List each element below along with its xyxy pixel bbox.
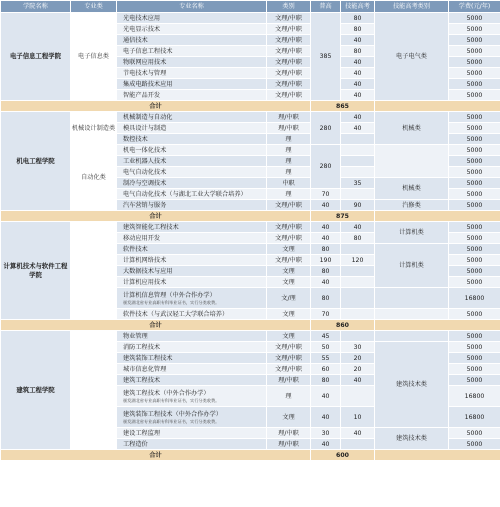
skill-category: 机械类 bbox=[375, 178, 449, 200]
major-name: 模具设计与制造 bbox=[117, 123, 267, 134]
gaokao-quota: 80 bbox=[311, 244, 341, 255]
gaokao-quota: 280 bbox=[311, 112, 341, 145]
skill-quota bbox=[341, 288, 375, 309]
tuition: 5000 bbox=[449, 112, 500, 123]
tuition: 5000 bbox=[449, 79, 500, 90]
major-type: 文理/中职 bbox=[267, 46, 311, 57]
tuition: 16800 bbox=[449, 407, 500, 428]
major-name: 物联网应用技术 bbox=[117, 57, 267, 68]
major-name: 集成电路技术应用 bbox=[117, 79, 267, 90]
tuition: 16800 bbox=[449, 386, 500, 407]
gaokao-quota: 40 bbox=[311, 233, 341, 244]
major-type: 文理/中职 bbox=[267, 255, 311, 266]
tuition: 5000 bbox=[449, 35, 500, 46]
skill-quota: 40 bbox=[341, 428, 375, 439]
major-name: 物业管理 bbox=[117, 331, 267, 342]
tuition: 5000 bbox=[449, 13, 500, 24]
skill-quota: 30 bbox=[341, 342, 375, 353]
tuition: 5000 bbox=[449, 331, 500, 342]
major-name: 建设工程监理 bbox=[117, 428, 267, 439]
gaokao-quota: 70 bbox=[311, 189, 341, 200]
gaokao-quota: 40 bbox=[311, 407, 341, 428]
skill-quota: 40 bbox=[341, 123, 375, 134]
major-name: 电子信息工程技术 bbox=[117, 46, 267, 57]
total-spacer bbox=[375, 450, 500, 461]
tuition: 5000 bbox=[449, 364, 500, 375]
tuition: 5000 bbox=[449, 309, 500, 320]
skill-quota bbox=[341, 331, 375, 342]
major-type: 理 bbox=[267, 386, 311, 407]
skill-quota: 80 bbox=[341, 13, 375, 24]
major-name: 移动应用开发 bbox=[117, 233, 267, 244]
major-type: 文理/中职 bbox=[267, 24, 311, 35]
header-tuition: 学费(元/年) bbox=[449, 1, 500, 13]
major-type: 文理/中职 bbox=[267, 353, 311, 364]
tuition: 5000 bbox=[449, 222, 500, 233]
major-name: 机电一体化技术 bbox=[117, 145, 267, 156]
total-value: 875 bbox=[311, 211, 375, 222]
major-name: 软件技术 bbox=[117, 244, 267, 255]
tuition: 5000 bbox=[449, 134, 500, 145]
skill-quota bbox=[341, 189, 375, 200]
skill-quota: 80 bbox=[341, 46, 375, 57]
gaokao-quota: 70 bbox=[311, 309, 341, 320]
gaokao-quota: 45 bbox=[311, 331, 341, 342]
tuition: 5000 bbox=[449, 46, 500, 57]
total-label: 合计 bbox=[1, 211, 311, 222]
skill-quota: 40 bbox=[341, 112, 375, 123]
tuition: 5000 bbox=[449, 189, 500, 200]
total-spacer bbox=[375, 211, 500, 222]
major-type: 文理/中职 bbox=[267, 68, 311, 79]
major-name: 软件技术（与武汉轻工大学联合培养） bbox=[117, 309, 267, 320]
major-name-cell bbox=[117, 407, 267, 428]
major-type: 文理/中职 bbox=[267, 90, 311, 101]
major-name: 计算机网络技术 bbox=[117, 255, 267, 266]
major-name: 建筑工程技术 bbox=[117, 375, 267, 386]
skill-quota bbox=[341, 439, 375, 450]
major-type: 文理/中职 bbox=[267, 79, 311, 90]
gaokao-quota: 40 bbox=[311, 277, 341, 288]
gaokao-quota: 40 bbox=[311, 439, 341, 450]
skill-quota bbox=[341, 145, 375, 156]
major-name: 建筑智能化工程技术 bbox=[117, 222, 267, 233]
college-name: 电子信息工程学院 bbox=[1, 13, 71, 101]
major-type: 文理 bbox=[267, 277, 311, 288]
major-name: 通信技术 bbox=[117, 35, 267, 46]
header-skill-exam: 技能高考 bbox=[341, 1, 375, 13]
major-category-empty bbox=[71, 222, 117, 320]
tuition: 5000 bbox=[449, 439, 500, 450]
skill-quota: 40 bbox=[341, 90, 375, 101]
major-type: 文理 bbox=[267, 407, 311, 428]
tuition: 5000 bbox=[449, 145, 500, 156]
skill-quota bbox=[341, 167, 375, 178]
tuition: 5000 bbox=[449, 123, 500, 134]
tuition: 5000 bbox=[449, 57, 500, 68]
skill-quota: 120 bbox=[341, 255, 375, 266]
skill-category-empty bbox=[375, 331, 449, 342]
tuition: 16800 bbox=[449, 288, 500, 309]
major-note: 颁发湖北省专业高职专科毕业证书，实行分类收费。 bbox=[123, 398, 220, 403]
skill-quota: 40 bbox=[341, 79, 375, 90]
header-row bbox=[1, 1, 500, 13]
tuition: 5000 bbox=[449, 156, 500, 167]
major-type: 文/理 bbox=[267, 288, 311, 309]
major-category: 自动化类 bbox=[71, 145, 117, 211]
total-spacer bbox=[375, 320, 500, 331]
major-type: 文理/中职 bbox=[267, 200, 311, 211]
major-name: 计算机应用技术 bbox=[117, 277, 267, 288]
table-row bbox=[1, 13, 500, 24]
tuition: 5000 bbox=[449, 178, 500, 189]
skill-quota: 40 bbox=[341, 222, 375, 233]
skill-quota: 35 bbox=[341, 178, 375, 189]
gaokao-quota: 80 bbox=[311, 266, 341, 277]
total-label: 合计 bbox=[1, 101, 311, 112]
table-row bbox=[1, 222, 500, 233]
tuition: 5000 bbox=[449, 90, 500, 101]
gaokao-quota: 30 bbox=[311, 428, 341, 439]
major-type: 理/中职 bbox=[267, 123, 311, 134]
major-name: 光电技术应用 bbox=[117, 13, 267, 24]
table-row bbox=[1, 145, 500, 156]
skill-quota bbox=[341, 156, 375, 167]
gaokao-quota: 385 bbox=[311, 13, 341, 101]
major-note: 颁发湖北省专业高职专科毕业证书，实行分类收费。 bbox=[123, 419, 220, 424]
tuition: 5000 bbox=[449, 24, 500, 35]
college-name: 机电工程学院 bbox=[1, 112, 71, 211]
major-name: 工程造价 bbox=[117, 439, 267, 450]
gaokao-quota: 80 bbox=[311, 375, 341, 386]
tuition: 5000 bbox=[449, 375, 500, 386]
major-type: 文理 bbox=[267, 266, 311, 277]
skill-quota bbox=[341, 277, 375, 288]
skill-category: 机械类 bbox=[375, 112, 449, 145]
major-name: 计算机信息管理（中外合作办学） bbox=[123, 292, 216, 299]
major-type: 理 bbox=[267, 134, 311, 145]
major-name: 数控技术 bbox=[117, 134, 267, 145]
skill-quota: 40 bbox=[341, 35, 375, 46]
header-college: 学院名称 bbox=[1, 1, 71, 13]
tuition: 5000 bbox=[449, 167, 500, 178]
skill-quota: 40 bbox=[341, 68, 375, 79]
major-name: 节电技术与管理 bbox=[117, 68, 267, 79]
major-type: 文理/中职 bbox=[267, 13, 311, 24]
major-type: 文理/中职 bbox=[267, 57, 311, 68]
total-row bbox=[1, 450, 500, 461]
skill-category: 电子电气类 bbox=[375, 13, 449, 101]
skill-quota bbox=[341, 309, 375, 320]
skill-quota bbox=[341, 386, 375, 407]
major-name: 城市信息化管理 bbox=[117, 364, 267, 375]
skill-quota bbox=[341, 266, 375, 277]
skill-category: 汽修类 bbox=[375, 200, 449, 211]
major-name: 大数据技术与应用 bbox=[117, 266, 267, 277]
major-name-cell bbox=[117, 386, 267, 407]
major-type: 文理/中职 bbox=[267, 35, 311, 46]
tuition: 5000 bbox=[449, 277, 500, 288]
gaokao-quota: 280 bbox=[311, 145, 341, 189]
major-name-cell bbox=[117, 288, 267, 309]
major-type: 理/中职 bbox=[267, 439, 311, 450]
table-row bbox=[1, 112, 500, 123]
major-type: 文理 bbox=[267, 309, 311, 320]
major-name: 建筑装饰工程技术 bbox=[117, 353, 267, 364]
skill-category: 建筑技术类 bbox=[375, 342, 449, 428]
major-type: 中职 bbox=[267, 178, 311, 189]
total-row bbox=[1, 320, 500, 331]
tuition: 5000 bbox=[449, 353, 500, 364]
major-name: 消防工程技术 bbox=[117, 342, 267, 353]
total-label: 合计 bbox=[1, 320, 311, 331]
major-name: 工业机器人技术 bbox=[117, 156, 267, 167]
major-type: 文理/中职 bbox=[267, 364, 311, 375]
total-label: 合计 bbox=[1, 450, 311, 461]
gaokao-quota: 40 bbox=[311, 200, 341, 211]
total-value: 860 bbox=[311, 320, 375, 331]
skill-quota: 80 bbox=[341, 24, 375, 35]
skill-quota bbox=[341, 244, 375, 255]
college-name: 建筑工程学院 bbox=[1, 331, 71, 450]
skill-category: 建筑技术类 bbox=[375, 428, 449, 450]
gaokao-quota: 80 bbox=[311, 288, 341, 309]
skill-category-empty bbox=[375, 145, 449, 178]
skill-quota: 40 bbox=[341, 57, 375, 68]
skill-quota: 20 bbox=[341, 364, 375, 375]
skill-quota: 90 bbox=[341, 200, 375, 211]
major-name: 建筑装饰工程技术（中外合作办学） bbox=[123, 411, 222, 418]
tuition: 5000 bbox=[449, 200, 500, 211]
major-name: 电气自动化技术 bbox=[117, 167, 267, 178]
header-gaokao: 普高 bbox=[311, 1, 341, 13]
major-type: 理 bbox=[267, 145, 311, 156]
skill-quota: 10 bbox=[341, 407, 375, 428]
major-type: 理 bbox=[267, 189, 311, 200]
major-type: 理 bbox=[267, 167, 311, 178]
gaokao-quota: 50 bbox=[311, 342, 341, 353]
total-row bbox=[1, 101, 500, 112]
tuition: 5000 bbox=[449, 244, 500, 255]
gaokao-quota: 40 bbox=[311, 386, 341, 407]
major-type: 文理 bbox=[267, 331, 311, 342]
major-type: 理/中职 bbox=[267, 375, 311, 386]
gaokao-quota: 190 bbox=[311, 255, 341, 266]
skill-quota bbox=[341, 134, 375, 145]
major-name: 汽车营销与服务 bbox=[117, 200, 267, 211]
major-type: 文理 bbox=[267, 244, 311, 255]
table-row bbox=[1, 331, 500, 342]
gaokao-quota: 40 bbox=[311, 222, 341, 233]
header-type: 类别 bbox=[267, 1, 311, 13]
skill-category: 计算机类 bbox=[375, 244, 449, 288]
major-type: 文理/中职 bbox=[267, 222, 311, 233]
skill-quota: 40 bbox=[341, 375, 375, 386]
total-row bbox=[1, 211, 500, 222]
major-name: 电气自动化技术（与湖北工业大学联合培养） bbox=[117, 189, 267, 200]
skill-quota: 80 bbox=[341, 233, 375, 244]
major-type: 文理/中职 bbox=[267, 342, 311, 353]
major-name: 制冷与空调技术 bbox=[117, 178, 267, 189]
skill-quota: 20 bbox=[341, 353, 375, 364]
tuition: 5000 bbox=[449, 68, 500, 79]
major-name: 机械制造与自动化 bbox=[117, 112, 267, 123]
college-name: 计算机技术与软件工程学院 bbox=[1, 222, 71, 320]
major-category-empty bbox=[71, 331, 117, 450]
tuition: 5000 bbox=[449, 255, 500, 266]
total-value: 600 bbox=[311, 450, 375, 461]
total-spacer bbox=[375, 101, 500, 112]
skill-category: 计算机类 bbox=[375, 222, 449, 244]
major-type: 理/中职 bbox=[267, 112, 311, 123]
skill-category-empty bbox=[375, 288, 449, 309]
tuition: 5000 bbox=[449, 233, 500, 244]
major-category: 电子信息类 bbox=[71, 13, 117, 101]
major-name: 智能产品开发 bbox=[117, 90, 267, 101]
major-name: 建筑工程技术（中外合作办学） bbox=[123, 390, 210, 397]
total-value: 865 bbox=[311, 101, 375, 112]
major-category: 机械设计制造类 bbox=[71, 112, 117, 145]
tuition: 5000 bbox=[449, 342, 500, 353]
tuition: 5000 bbox=[449, 428, 500, 439]
major-note: 颁发湖北省专业高职专科毕业证书，实行分类收费。 bbox=[123, 300, 220, 305]
gaokao-quota: 55 bbox=[311, 353, 341, 364]
header-category: 专业类 bbox=[71, 1, 117, 13]
major-name: 光电显示技术 bbox=[117, 24, 267, 35]
major-type: 理/中职 bbox=[267, 428, 311, 439]
major-type: 理 bbox=[267, 156, 311, 167]
header-skill-category: 技能高考类别 bbox=[375, 1, 449, 13]
skill-category-empty bbox=[375, 309, 449, 320]
major-type: 文理/中职 bbox=[267, 233, 311, 244]
gaokao-quota: 60 bbox=[311, 364, 341, 375]
header-major: 专业名称 bbox=[117, 1, 267, 13]
tuition: 5000 bbox=[449, 266, 500, 277]
